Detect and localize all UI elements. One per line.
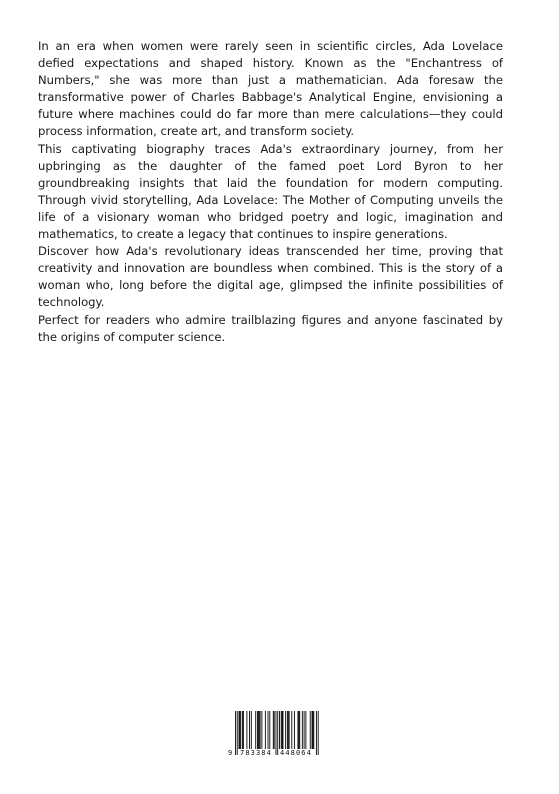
barcode-bar — [260, 711, 261, 749]
barcode-bar — [312, 711, 313, 749]
barcode-bar — [246, 711, 247, 749]
barcode-bar — [259, 711, 260, 749]
barcode-bar — [288, 711, 289, 749]
barcode-bar — [305, 711, 306, 749]
barcode-bar — [282, 711, 283, 749]
barcode-bar — [257, 711, 258, 749]
description-paragraph-1: In an era when women were rarely seen in scientific circles, Ada Lovelace defied expectations and shaped history. Known as the "Enchantress of Numbers," she was more than just a mathematician. Ada foresaw the transformative power of Charles Babbage's Analytical Engine, envisioning a future where machines could do far more than mere calculations—they could process information, create art, and transform society. — [38, 39, 503, 139]
barcode-bar — [318, 711, 319, 755]
barcode-bar — [316, 711, 317, 755]
barcode-bar — [269, 711, 270, 749]
barcode-bar — [277, 711, 278, 755]
barcode-bar — [302, 711, 303, 749]
barcode-bar — [242, 711, 243, 749]
barcode-bar — [274, 711, 275, 749]
barcode-bar — [237, 711, 238, 755]
barcode-bar — [289, 711, 290, 749]
description-paragraph-4: Perfect for readers who admire trailblazing figures and anyone fascinated by the origins of computer science. — [38, 312, 503, 344]
barcode-bar — [249, 711, 250, 749]
barcode-bar — [312, 711, 313, 749]
isbn-barcode — [228, 711, 319, 763]
barcode-bar — [240, 711, 241, 749]
barcode-bar — [279, 711, 280, 749]
barcode-lead-digit: 9 — [228, 749, 233, 757]
barcode-bar — [304, 711, 305, 749]
barcode-bar — [281, 711, 282, 749]
barcode-bar — [235, 711, 236, 755]
book-description — [38, 38, 503, 346]
barcode-bar — [294, 711, 295, 749]
barcode-bar — [261, 711, 262, 749]
barcode-right-digits: 448064 — [280, 749, 312, 757]
description-paragraph-2: This captivating biography traces Ada's extraordinary journey, from her upbringing as the daughter of the famed poet Lord Byron to her groundbreaking insights that laid the foundation for modern computing. Through vivid storytelling, Ada Lovelace: The Mother of Computing unveils the life of a visionary woman who bridged poetry and logic, imagination and mathematics, to create a legacy that continues to inspire generations. — [38, 141, 503, 242]
barcode-bar — [258, 711, 259, 749]
barcode-bar — [243, 711, 244, 749]
barcode-bar — [313, 711, 314, 749]
description-paragraph-3: Discover how Ada's revolutionary ideas transcended her time, proving that creativity and innovation are boundless when combined. This is the story of a woman who, long before the digital age, glimpsed the infinite possibilities of technology. — [38, 244, 503, 310]
barcode-left-digits: 783384 — [240, 749, 272, 757]
barcode-bar — [251, 711, 252, 749]
barcode-bar — [273, 711, 274, 749]
barcode-bar — [298, 711, 299, 749]
barcode-bar — [275, 711, 276, 755]
barcode-bar — [239, 711, 240, 749]
barcode-bar — [285, 711, 286, 749]
barcode-bar — [287, 711, 288, 749]
barcode-bar — [268, 711, 269, 749]
barcode-bar — [297, 711, 298, 749]
barcode-bar — [299, 711, 300, 749]
barcode-bar — [265, 711, 266, 749]
barcode-bar — [255, 711, 256, 749]
barcode-bar — [310, 711, 311, 749]
barcode-bar — [239, 711, 240, 749]
barcode-bar — [291, 711, 292, 749]
barcode-bar — [283, 711, 284, 749]
